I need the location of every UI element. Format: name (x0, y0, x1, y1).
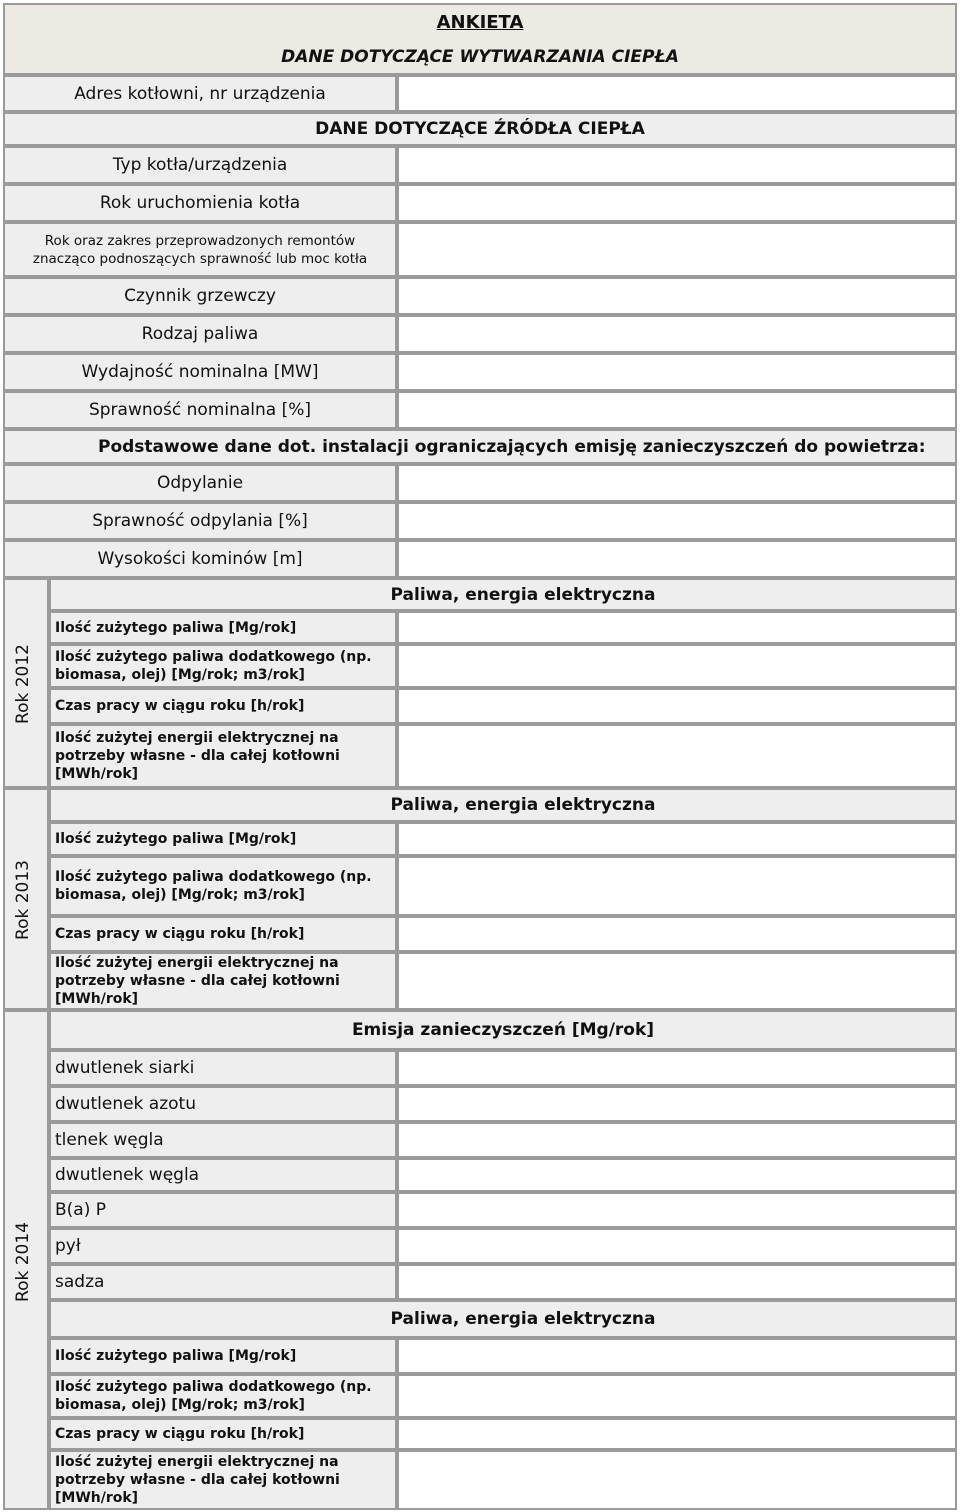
install-row-label: Wysokości kominów [m] (3, 540, 397, 578)
source-row-field[interactable] (397, 146, 957, 184)
install-row-field[interactable] (397, 464, 957, 502)
fuel-row-label: Ilość zużytego paliwa [Mg/rok] (49, 611, 397, 644)
fuel-row-field[interactable] (397, 916, 957, 952)
source-row-label: Rok oraz zakres przeprowadzonych remontów znacząco podnoszących sprawność lub moc kotła (3, 222, 397, 277)
fuel-row-field[interactable] (397, 688, 957, 724)
install-row-label: Sprawność odpylania [%] (3, 502, 397, 540)
fuel-row-field[interactable] (397, 1338, 957, 1374)
source-row-label: Rodzaj paliwa (3, 315, 397, 353)
emission-header: Emisja zanieczyszczeń [Mg/rok] (49, 1010, 957, 1050)
install-row-field[interactable] (397, 540, 957, 578)
emission-row-label: dwutlenek azotu (49, 1086, 397, 1122)
source-row-label: Czynnik grzewczy (3, 277, 397, 315)
fuel-row-label: Ilość zużytego paliwa dodatkowego (np. biomasa, olej) [Mg/rok; m3/rok] (49, 856, 397, 916)
address-field[interactable] (397, 75, 957, 112)
install-row-field[interactable] (397, 502, 957, 540)
source-row-label: Rok uruchomienia kotła (3, 184, 397, 222)
fuel-header: Paliwa, energia elektryczna (49, 788, 957, 822)
form-subtitle: DANE DOTYCZĄCE WYTWARZANIA CIEPŁA (281, 46, 679, 67)
fuel-row-label: Ilość zużytego paliwa dodatkowego (np. biomasa, olej) [Mg/rok; m3/rok] (49, 1374, 397, 1418)
source-row-field[interactable] (397, 315, 957, 353)
source-row-label: Wydajność nominalna [MW] (3, 353, 397, 391)
year-label: Rok 2012 (13, 644, 33, 724)
emission-row-field[interactable] (397, 1050, 957, 1086)
emission-row-field[interactable] (397, 1122, 957, 1158)
install-row-label: Odpylanie (3, 464, 397, 502)
address-label: Adres kotłowni, nr urządzenia (3, 75, 397, 112)
fuel-row-label: Ilość zużytego paliwa dodatkowego (np. biomasa, olej) [Mg/rok; m3/rok] (49, 644, 397, 688)
fuel-row-field[interactable] (397, 822, 957, 856)
fuel-row-label: Ilość zużytego paliwa [Mg/rok] (49, 822, 397, 856)
fuel-row-field[interactable] (397, 644, 957, 688)
emission-row-field[interactable] (397, 1086, 957, 1122)
form-title: ANKIETA (436, 11, 524, 33)
heat-source-header-text: DANE DOTYCZĄCE ŹRÓDŁA CIEPŁA (315, 119, 645, 139)
source-row-field[interactable] (397, 391, 957, 429)
fuel-row-field[interactable] (397, 856, 957, 916)
emission-row-label: tlenek węgla (49, 1122, 397, 1158)
fuel-row-label: Czas pracy w ciągu roku [h/rok] (49, 688, 397, 724)
year-column-2012 (3, 578, 49, 788)
emission-row-label: dwutlenek węgla (49, 1158, 397, 1192)
year-column-2014 (3, 1010, 49, 1510)
source-row-field[interactable] (397, 184, 957, 222)
fuel-row-label: Ilość zużytej energii elektrycznej na potrzeby własne - dla całej kotłowni [MWh/rok] (49, 952, 397, 1010)
emission-row-label: dwutlenek siarki (49, 1050, 397, 1086)
fuel-row-label: Czas pracy w ciągu roku [h/rok] (49, 916, 397, 952)
fuel-row-label: Ilość zużytej energii elektrycznej na potrzeby własne - dla całej kotłowni [MWh/rok] (49, 1450, 397, 1510)
emission-row-field[interactable] (397, 1228, 957, 1264)
fuel-row-field[interactable] (397, 1450, 957, 1510)
emission-row-label: pył (49, 1228, 397, 1264)
source-row-field[interactable] (397, 222, 957, 277)
emission-row-label: sadza (49, 1264, 397, 1300)
emission-row-field[interactable] (397, 1264, 957, 1300)
fuel-row-field[interactable] (397, 1418, 957, 1450)
source-row-field[interactable] (397, 353, 957, 391)
fuel-row-field[interactable] (397, 952, 957, 1010)
fuel-header: Paliwa, energia elektryczna (49, 578, 957, 611)
fuel-row-label: Ilość zużytej energii elektrycznej na potrzeby własne - dla całej kotłowni [MWh/rok] (49, 724, 397, 788)
fuel-row-field[interactable] (397, 724, 957, 788)
source-row-field[interactable] (397, 277, 957, 315)
emission-row-field[interactable] (397, 1158, 957, 1192)
fuel-header: Paliwa, energia elektryczna (49, 1300, 957, 1338)
heat-source-header (3, 112, 957, 146)
fuel-row-label: Czas pracy w ciągu roku [h/rok] (49, 1418, 397, 1450)
fuel-row-field[interactable] (397, 1374, 957, 1418)
source-row-label: Sprawność nominalna [%] (3, 391, 397, 429)
year-column-2013 (3, 788, 49, 1010)
emission-row-field[interactable] (397, 1192, 957, 1228)
emission-row-label: B(a) P (49, 1192, 397, 1228)
source-row-label: Typ kotła/urządzenia (3, 146, 397, 184)
fuel-row-label: Ilość zużytego paliwa [Mg/rok] (49, 1338, 397, 1374)
year-label: Rok 2014 (13, 1222, 33, 1302)
emission-install-header: Podstawowe dane dot. instalacji ograniczających emisję zanieczyszczeń do powietrza: (3, 429, 957, 464)
year-label: Rok 2013 (13, 860, 33, 940)
fuel-row-field[interactable] (397, 611, 957, 644)
form-header (3, 3, 957, 75)
